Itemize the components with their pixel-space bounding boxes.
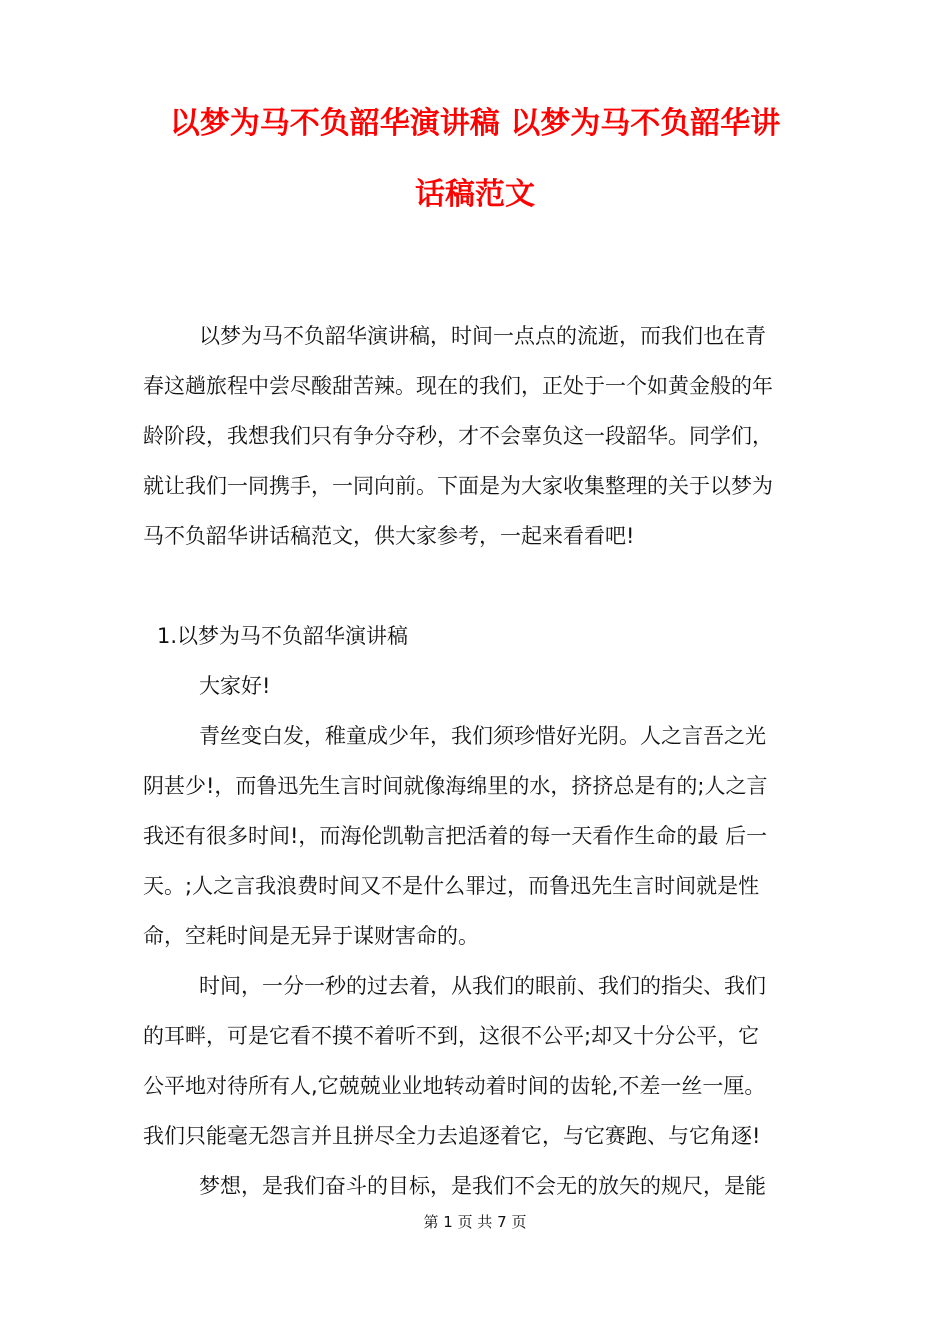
greeting: 大家好! bbox=[199, 674, 271, 698]
text-line: 阴甚少!，而鲁迅先生言时间就像海绵里的水，挤挤总是有的;人之言 bbox=[143, 774, 768, 798]
text-line: 我们只能毫无怨言并且拼尽全力去追逐着它，与它赛跑、与它角逐! bbox=[143, 1124, 761, 1148]
text-line: 的耳畔，可是它看不摸不着听不到，这很不公平;却又十分公平，它 bbox=[143, 1024, 760, 1048]
text-line: 就让我们一同携手，一同向前。下面是为大家收集整理的关于以梦为 bbox=[143, 474, 773, 498]
text-line: 春这趟旅程中尝尽酸甜苦辣。现在的我们，正处于一个如黄金般的年 bbox=[143, 374, 773, 398]
text-line: 命，空耗时间是无异于谋财害命的。 bbox=[143, 924, 479, 948]
text-line: 马不负韶华讲话稿范文，供大家参考，一起来看看吧! bbox=[143, 524, 635, 548]
text-line: 梦想，是我们奋斗的目标，是我们不会无的放矢的规尺，是能 bbox=[199, 1174, 766, 1198]
page-footer: 第 1 页 共 7 页 bbox=[423, 1213, 527, 1231]
text-line: 龄阶段，我想我们只有争分夺秒，才不会辜负这一段韶华。同学们， bbox=[143, 424, 773, 448]
text-line: 时间，一分一秒的过去着，从我们的眼前、我们的指尖、我们 bbox=[199, 974, 766, 998]
text-line: 公平地对待所有人,它兢兢业业地转动着时间的齿轮,不差一丝一厘。 bbox=[143, 1074, 766, 1098]
document-title-line-1: 以梦为马不负韶华演讲稿 以梦为马不负韶华讲 bbox=[169, 106, 781, 141]
text-line: 以梦为马不负韶华演讲稿，时间一点点的流逝，而我们也在青 bbox=[199, 324, 766, 348]
document-title-line-2: 话稿范文 bbox=[415, 177, 535, 212]
text-line: 天。;人之言我浪费时间又不是什么罪过，而鲁迅先生言时间就是性 bbox=[143, 874, 760, 898]
intro-paragraph bbox=[143, 311, 813, 561]
paragraph-1 bbox=[143, 711, 813, 961]
text-line: 青丝变白发，稚童成少年，我们须珍惜好光阴。人之言吾之光 bbox=[199, 724, 766, 748]
section-heading: 1.以梦为马不负韶华演讲稿 bbox=[157, 624, 409, 648]
text-line: 我还有很多时间!，而海伦凯勒言把活着的每一天看作生命的最 后一 bbox=[143, 824, 768, 848]
paragraph-2 bbox=[143, 961, 813, 1161]
paragraph-3 bbox=[143, 1161, 813, 1211]
